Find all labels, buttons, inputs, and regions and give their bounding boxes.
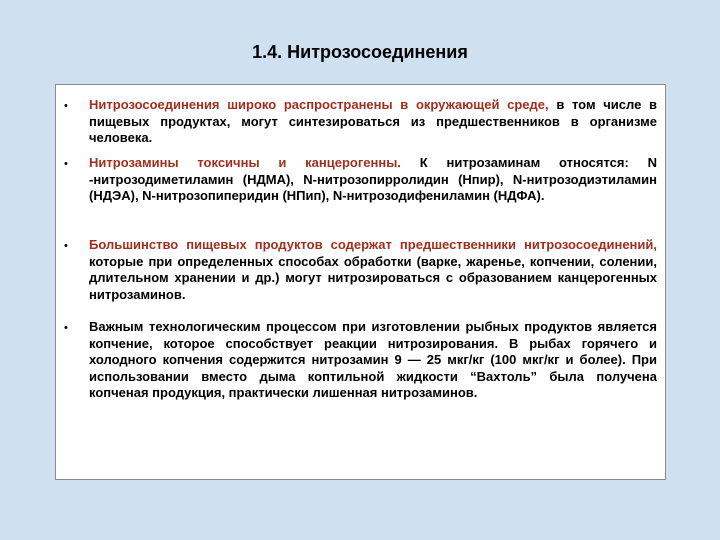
bullet-text	[89, 97, 657, 147]
content-box	[55, 84, 666, 480]
bullet-highlight: Нитрозосоединения широко распространены в окружающей среде,	[89, 97, 549, 112]
bullet-highlight: Нитрозамины токсичны и канцерогенны.	[89, 155, 401, 170]
bullet-body: которые при определенных способах обработки (варке, жаренье, копчении, солении, длительном хранении и др.) могут нитрозироваться с образованием канцерогенных нитрозаминов.	[89, 253, 657, 302]
bullet-body: Важным технологическим процессом при изготовлении рыбных продуктов является копчение, которое способствует реакции нитрозирования. В рыбах горячего и холодного копчения содержится нитрозамин 9 — 25 мкг/кг (100 мкг/кг и более). При использовании вместо дыма коптильной жидкости “Вахтоль” была получена копченая продукция, практически лишенная нитрозаминов.	[89, 319, 657, 400]
bullet-text	[89, 237, 657, 303]
bullet-marker: •	[64, 100, 68, 112]
bullet-marker: •	[64, 322, 68, 334]
slide-title: 1.4. Нитрозосоединения	[252, 42, 468, 62]
bullet-text	[89, 319, 657, 402]
bullet-marker: •	[64, 240, 68, 252]
bullet-highlight: Большинство пищевых продуктов содержат предшественники нитрозосоединений,	[89, 237, 657, 252]
bullet-text	[89, 155, 657, 205]
bullet-body: К нитрозаминам относятся: N -нитрозодиметиламин (НДМА), N-нитрозопирролидин (Нпир), N-нитрозодиэтиламин (НДЭА), N-нитрозопиперидин (НПип), N-нитрозодифениламин (НДФА).	[89, 155, 657, 203]
bullet-body: в том числе в пищевых продуктах, могут синтезироваться из предшественников в организме человека.	[89, 97, 657, 145]
bullet-marker: •	[64, 158, 68, 170]
